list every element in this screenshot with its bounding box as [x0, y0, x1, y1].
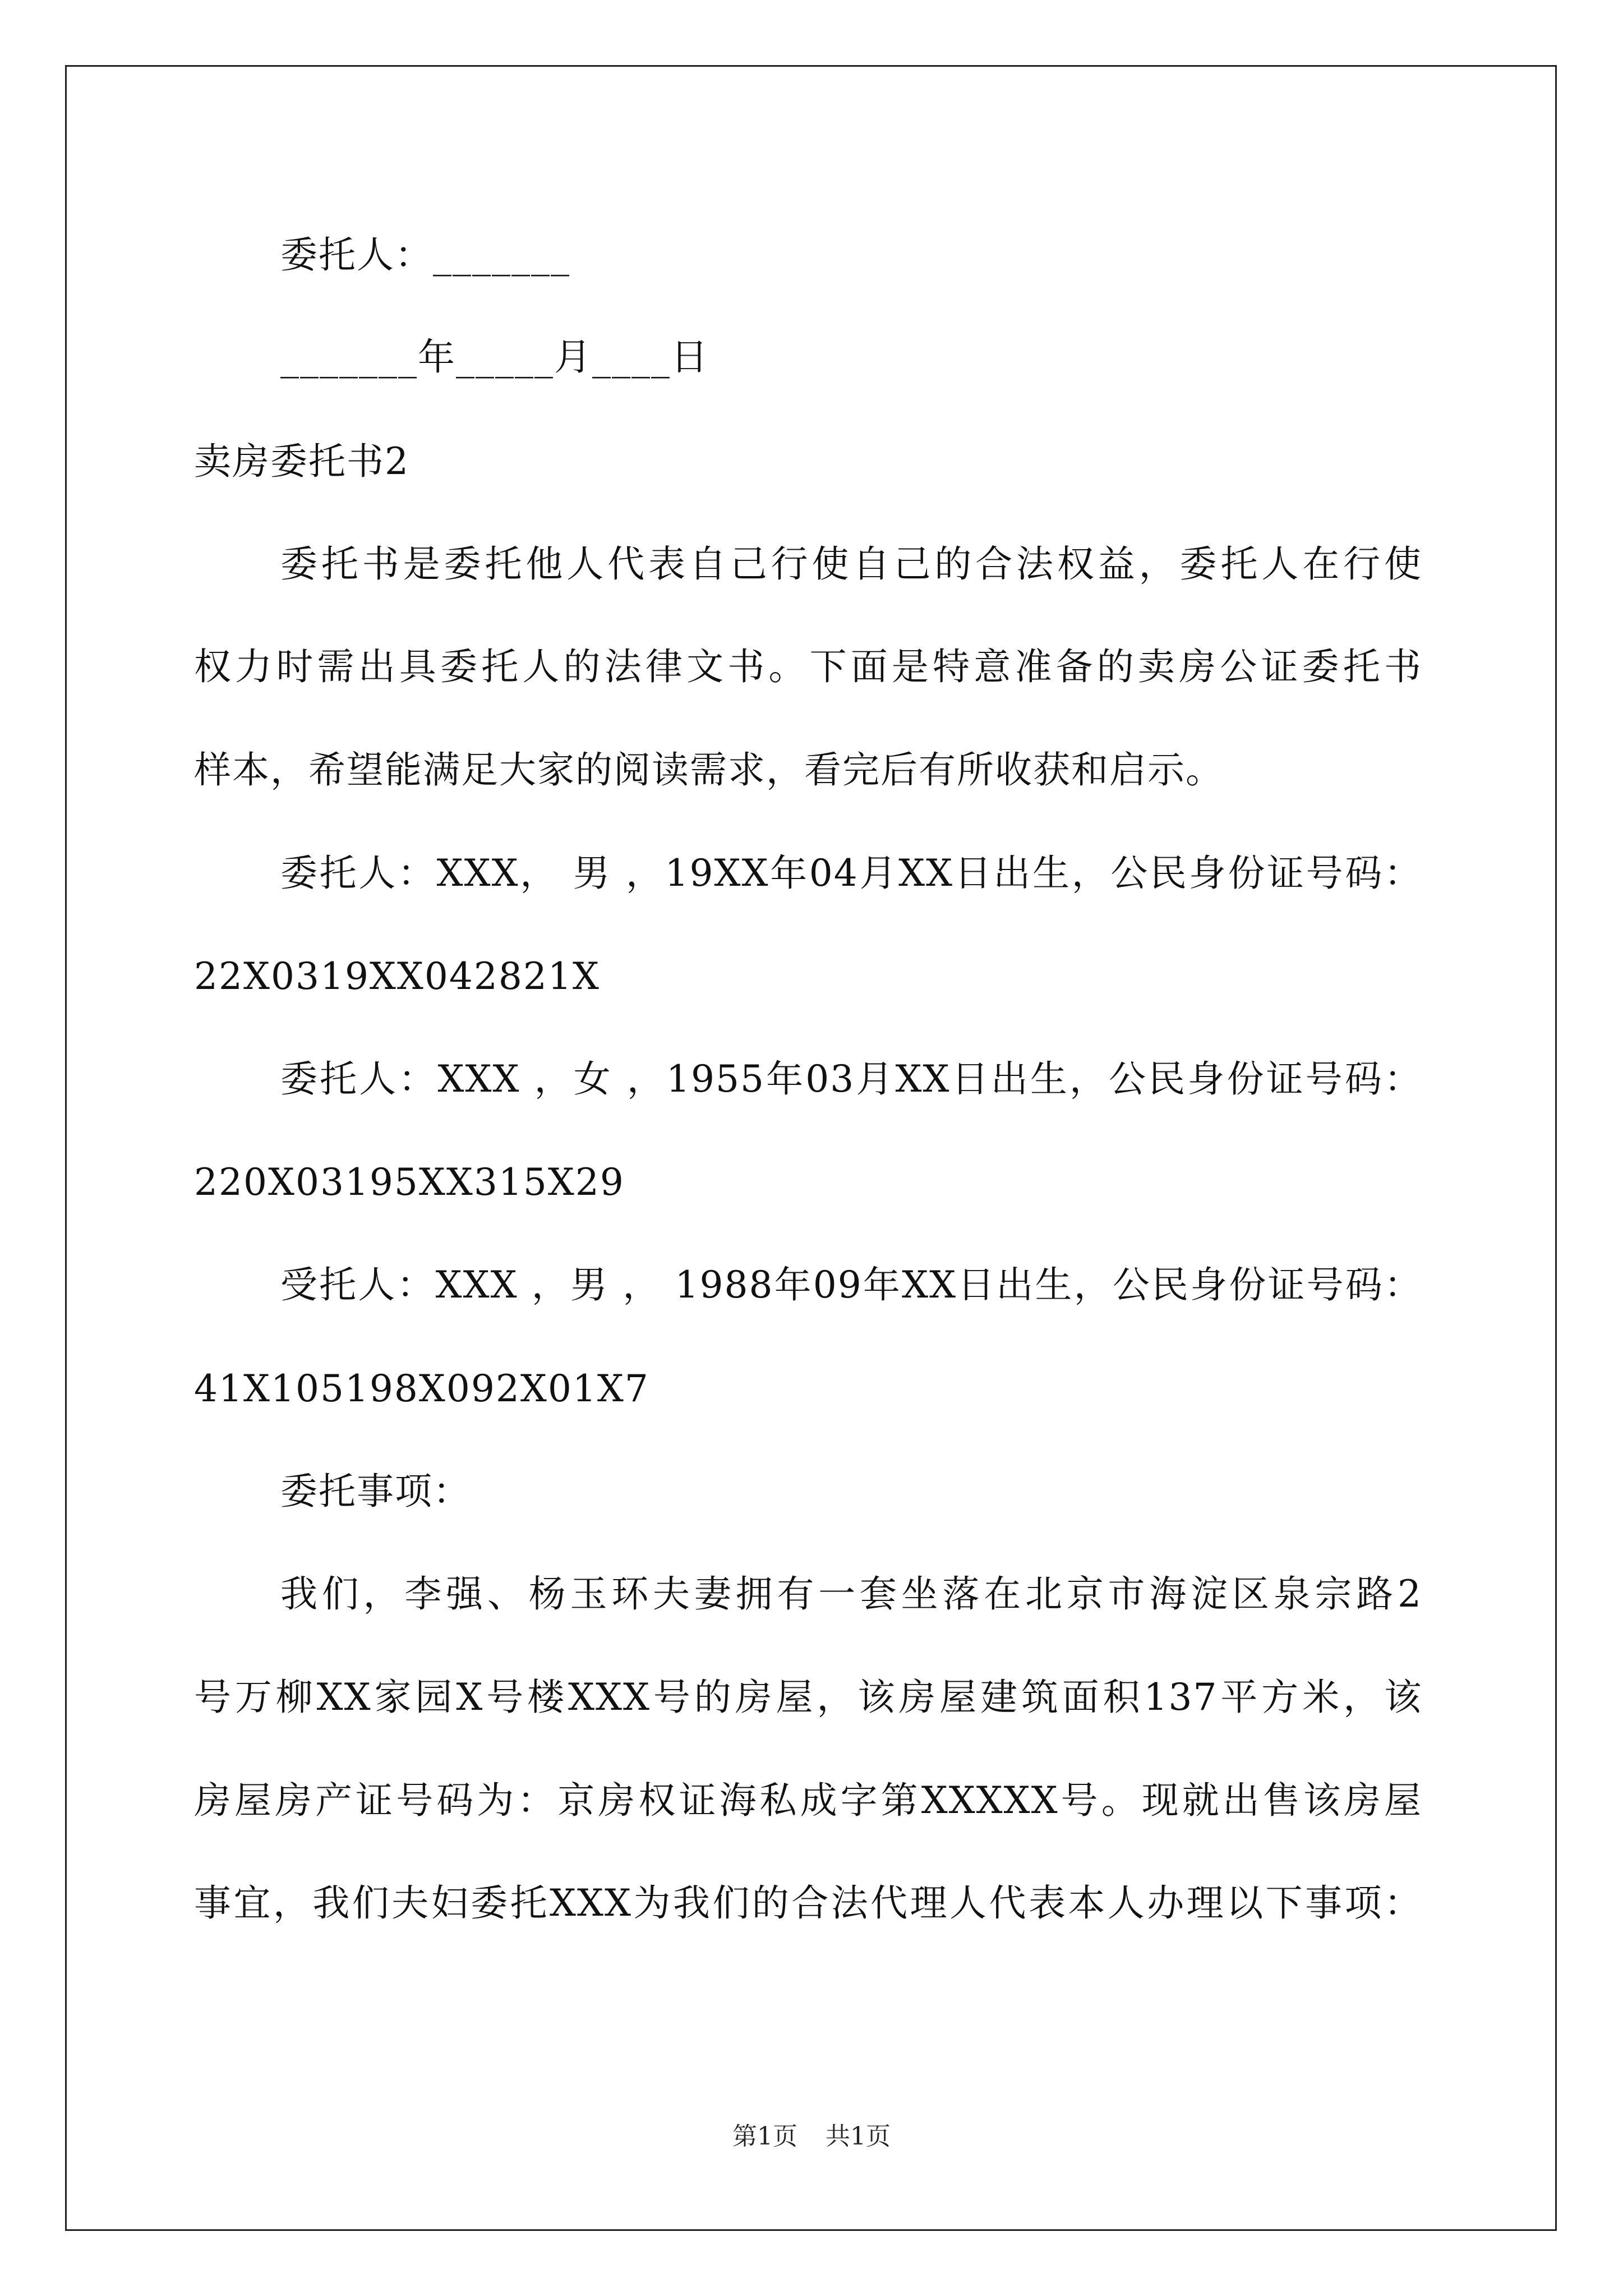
paragraph-line: 事宜，我们夫妇委托XXX为我们的合法代理人代表本人办理以下事项： — [194, 1881, 1422, 1925]
paragraph-line: 委托书是委托他人代表自己行使自己的合法权益，委托人在行使 — [280, 542, 1422, 586]
paragraph-line: 权力时需出具委托人的法律文书。下面是特意准备的卖房公证委托书 — [194, 645, 1422, 688]
matters-heading: 委托事项： — [280, 1470, 471, 1513]
date-line: _______年_____月____日 — [280, 335, 709, 379]
agent-id: 41X105198X092X01X7 — [194, 1367, 649, 1410]
agent-line: 受托人：XXX ，男 ， 1988年09年XX日出生，公民身份证号码： — [280, 1263, 1422, 1306]
principal-2-line: 委托人：XXX ，女 ，1955年03月XX日出生，公民身份证号码： — [280, 1057, 1422, 1101]
page-number: 第1页 — [732, 2122, 797, 2151]
paragraph-line: 我们，李强、杨玉环夫妻拥有一套坐落在北京市海淀区泉宗路2 — [280, 1572, 1422, 1616]
paragraph-line: 房屋房产证号码为：京房权证海私成字第XXXXX号。现就出售该房屋 — [194, 1779, 1422, 1822]
principal-2-id: 220X03195XX315X29 — [194, 1161, 625, 1204]
section-heading: 卖房委托书2 — [194, 440, 409, 483]
page-footer — [0, 2120, 1623, 2154]
principal-1-line: 委托人：XXX， 男 ，19XX年04月XX日出生，公民身份证号码： — [280, 852, 1422, 895]
paragraph-line: 号万柳XX家园X号楼XXX号的房屋，该房屋建筑面积137平方米，该 — [194, 1676, 1422, 1719]
page-total: 共1页 — [826, 2122, 891, 2151]
paragraph-line: 样本，希望能满足大家的阅读需求，看完后有所收获和启示。 — [194, 748, 1224, 792]
principal-1-id: 22X0319XX042821X — [194, 955, 600, 998]
principal-signature-line: 委托人：_______ — [280, 233, 570, 277]
